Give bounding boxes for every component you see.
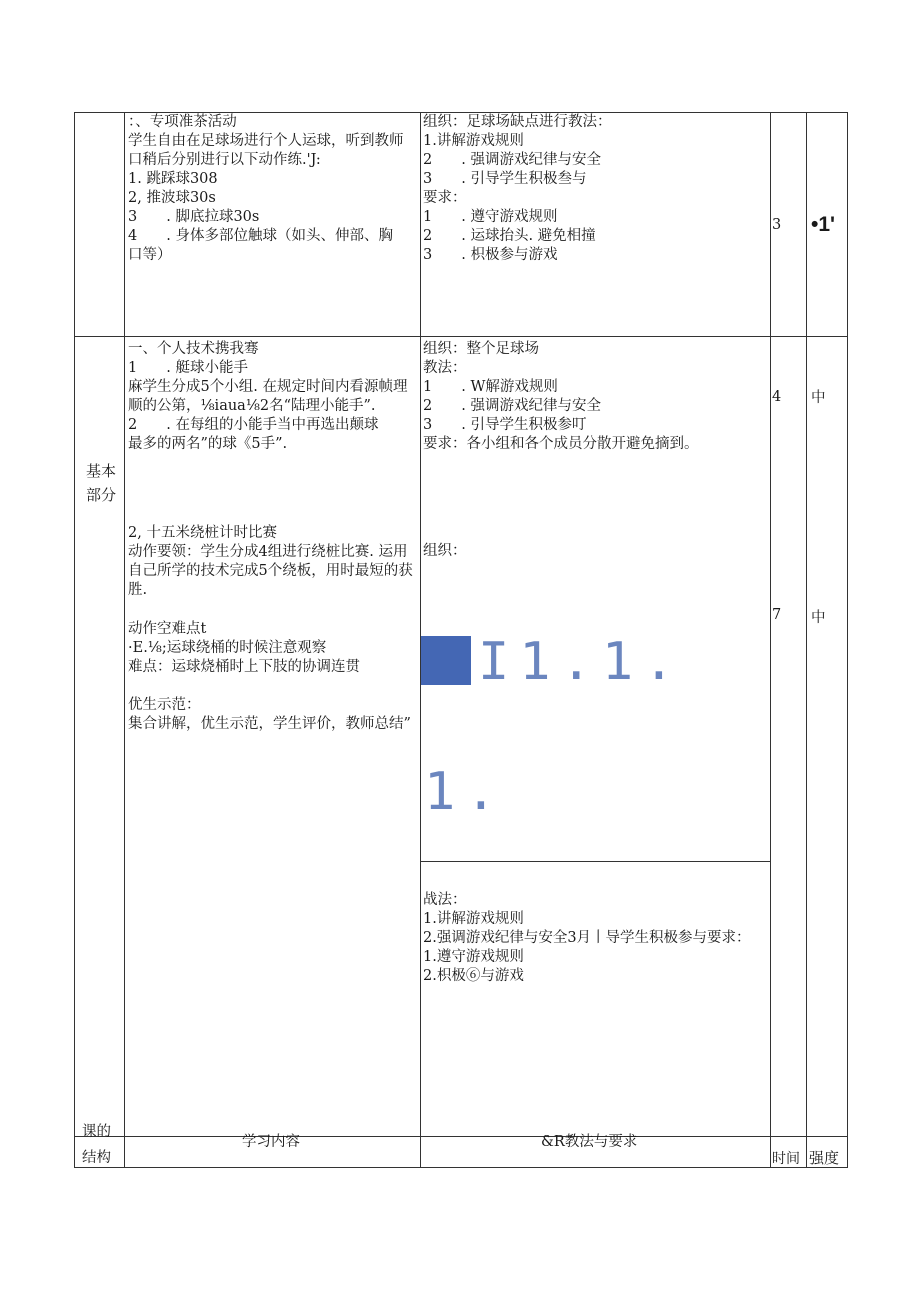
main-content-line: 一、个人技术携我骞 — [128, 341, 259, 357]
border-col-4 — [806, 112, 807, 1168]
main-method-line: 1.遵守游戏规则 — [423, 949, 524, 965]
section-label-line2: 部分 — [86, 487, 117, 504]
main-content-line: 难点：运球烧桶时上下肢的协调连贯 — [128, 659, 360, 675]
diagram-divider — [420, 861, 770, 862]
top-intensity: •1' — [811, 213, 836, 236]
border-row-divider — [74, 336, 848, 337]
main-content-line: 最多的两名”的球《5手”. — [128, 436, 288, 452]
top-content-line: 1. 跳踩球308 — [128, 171, 218, 187]
border-footer-top — [74, 1136, 848, 1137]
footer-structure-line2: 结构 — [82, 1150, 111, 1166]
main-content-part-c — [128, 620, 360, 677]
top-content-line: ：、专项准茶活动 — [128, 114, 237, 130]
main-method-part-c — [423, 891, 751, 986]
top-content-line: 口稍后分别进行以下动作练.'J: — [128, 152, 321, 168]
diagram-text-line2: 1. — [424, 762, 507, 822]
top-content-line: 2, 推波球30s — [128, 190, 216, 206]
main-content-line: 顺的公第，⅛iaua⅛2名“陆理小能手”. — [128, 398, 376, 414]
main-intensity-2: 中 — [811, 610, 826, 626]
top-method-line: 3 . 枳极参与游戏 — [423, 247, 558, 263]
main-method-line: 组织：整个足球场 — [423, 341, 539, 357]
footer-structure-line1: 课的 — [82, 1124, 111, 1140]
top-method-line: 1 . 遵守游戏规则 — [423, 209, 558, 225]
main-content-line: 麻学生分成5个小组. 在规定时间内看源帧理 — [128, 379, 408, 395]
footer-method-header: &R教法与要求 — [541, 1134, 638, 1150]
footer-time-header: 时间 — [772, 1150, 800, 1166]
section-label-line1: 基本 — [86, 463, 117, 480]
main-method-line: 2.枳极⑥与游戏 — [423, 968, 524, 984]
main-content-line: 1 . 艇球小能手 — [128, 360, 248, 376]
main-content-line: 自己所学的技术完成5个绕板，用时最短的获 — [128, 563, 413, 579]
main-method-line: 教法： — [423, 360, 467, 376]
top-content-line: 4 . 身体多部位触球（如头、伸部、胸 — [128, 228, 393, 244]
main-method-line: 要求：各小组和各个成员分散开避免摘到。 — [423, 436, 699, 452]
footer-content-header: 学习内容 — [242, 1134, 300, 1150]
main-content-line: ·E.⅛;运球绕桶的时候注意观察 — [128, 640, 327, 656]
main-content-line: 集合讲解，优生示范，学生评价，教师总结” — [128, 716, 411, 732]
diagram-text-line1: I1.1. — [478, 632, 685, 692]
main-content-part-a — [128, 340, 407, 454]
top-method — [423, 113, 612, 265]
main-method-line: 2 . 强调游戏纪律与安全 — [423, 398, 601, 414]
main-method-line: 3 . 引导学生积极参叮 — [423, 417, 587, 433]
top-time: 3 — [772, 217, 782, 233]
main-method-part-a — [423, 340, 699, 454]
border-bottom — [74, 1167, 848, 1168]
top-method-line: 3 . 引导学生积极叁与 — [423, 171, 587, 187]
main-content-part-b — [128, 524, 413, 600]
main-content-line: 动作空难点t — [128, 621, 207, 637]
border-left — [74, 112, 75, 1168]
main-content-line: 动作要领：学生分成4组进行绕桩比赛. 运用 — [128, 544, 408, 560]
top-content-line: 3 . 脚底拉球30s — [128, 209, 260, 225]
main-method-line: 1 . W解游戏规则 — [423, 379, 558, 395]
main-method-line: 2.强调游戏纪律与安全3月丨导学生积极参与要求： — [423, 930, 751, 946]
top-method-line: 组织：足球场缺点进行教法： — [423, 114, 612, 130]
border-col-3 — [770, 112, 771, 1168]
top-method-line: 2 . 强调游戏纪律与安全 — [423, 152, 601, 168]
main-intensity-1: 中 — [811, 390, 826, 406]
border-col-1 — [124, 112, 125, 1168]
border-right — [847, 112, 848, 1168]
diagram-blue-square — [421, 636, 471, 685]
main-content-line: 2, 十五米绕桩计时比赛 — [128, 525, 277, 541]
top-content — [128, 113, 404, 265]
main-content-part-d — [128, 696, 411, 734]
top-method-line: 要求： — [423, 190, 467, 206]
main-method-organize-label: 组织： — [423, 543, 467, 559]
top-content-line: 学生自由在足球场进行个人运球，听到教师 — [128, 133, 404, 149]
top-method-line: 1.讲解游戏规则 — [423, 133, 524, 149]
top-method-line: 2 . 运球抬头. 避免相撞 — [423, 228, 596, 244]
main-content-line: 2 . 在每组的小能手当中再选出颠球 — [128, 417, 379, 433]
main-time-1: 4 — [772, 389, 782, 405]
main-time-2: 7 — [772, 607, 782, 623]
top-content-line: 口等） — [128, 247, 172, 263]
main-content-line: 优生示范： — [128, 697, 201, 713]
main-method-line: 战法： — [423, 892, 467, 908]
main-content-line: 胜. — [128, 582, 148, 598]
main-method-line: 1.讲解游戏规则 — [423, 911, 524, 927]
footer-intensity-header: 强度 — [809, 1150, 840, 1167]
